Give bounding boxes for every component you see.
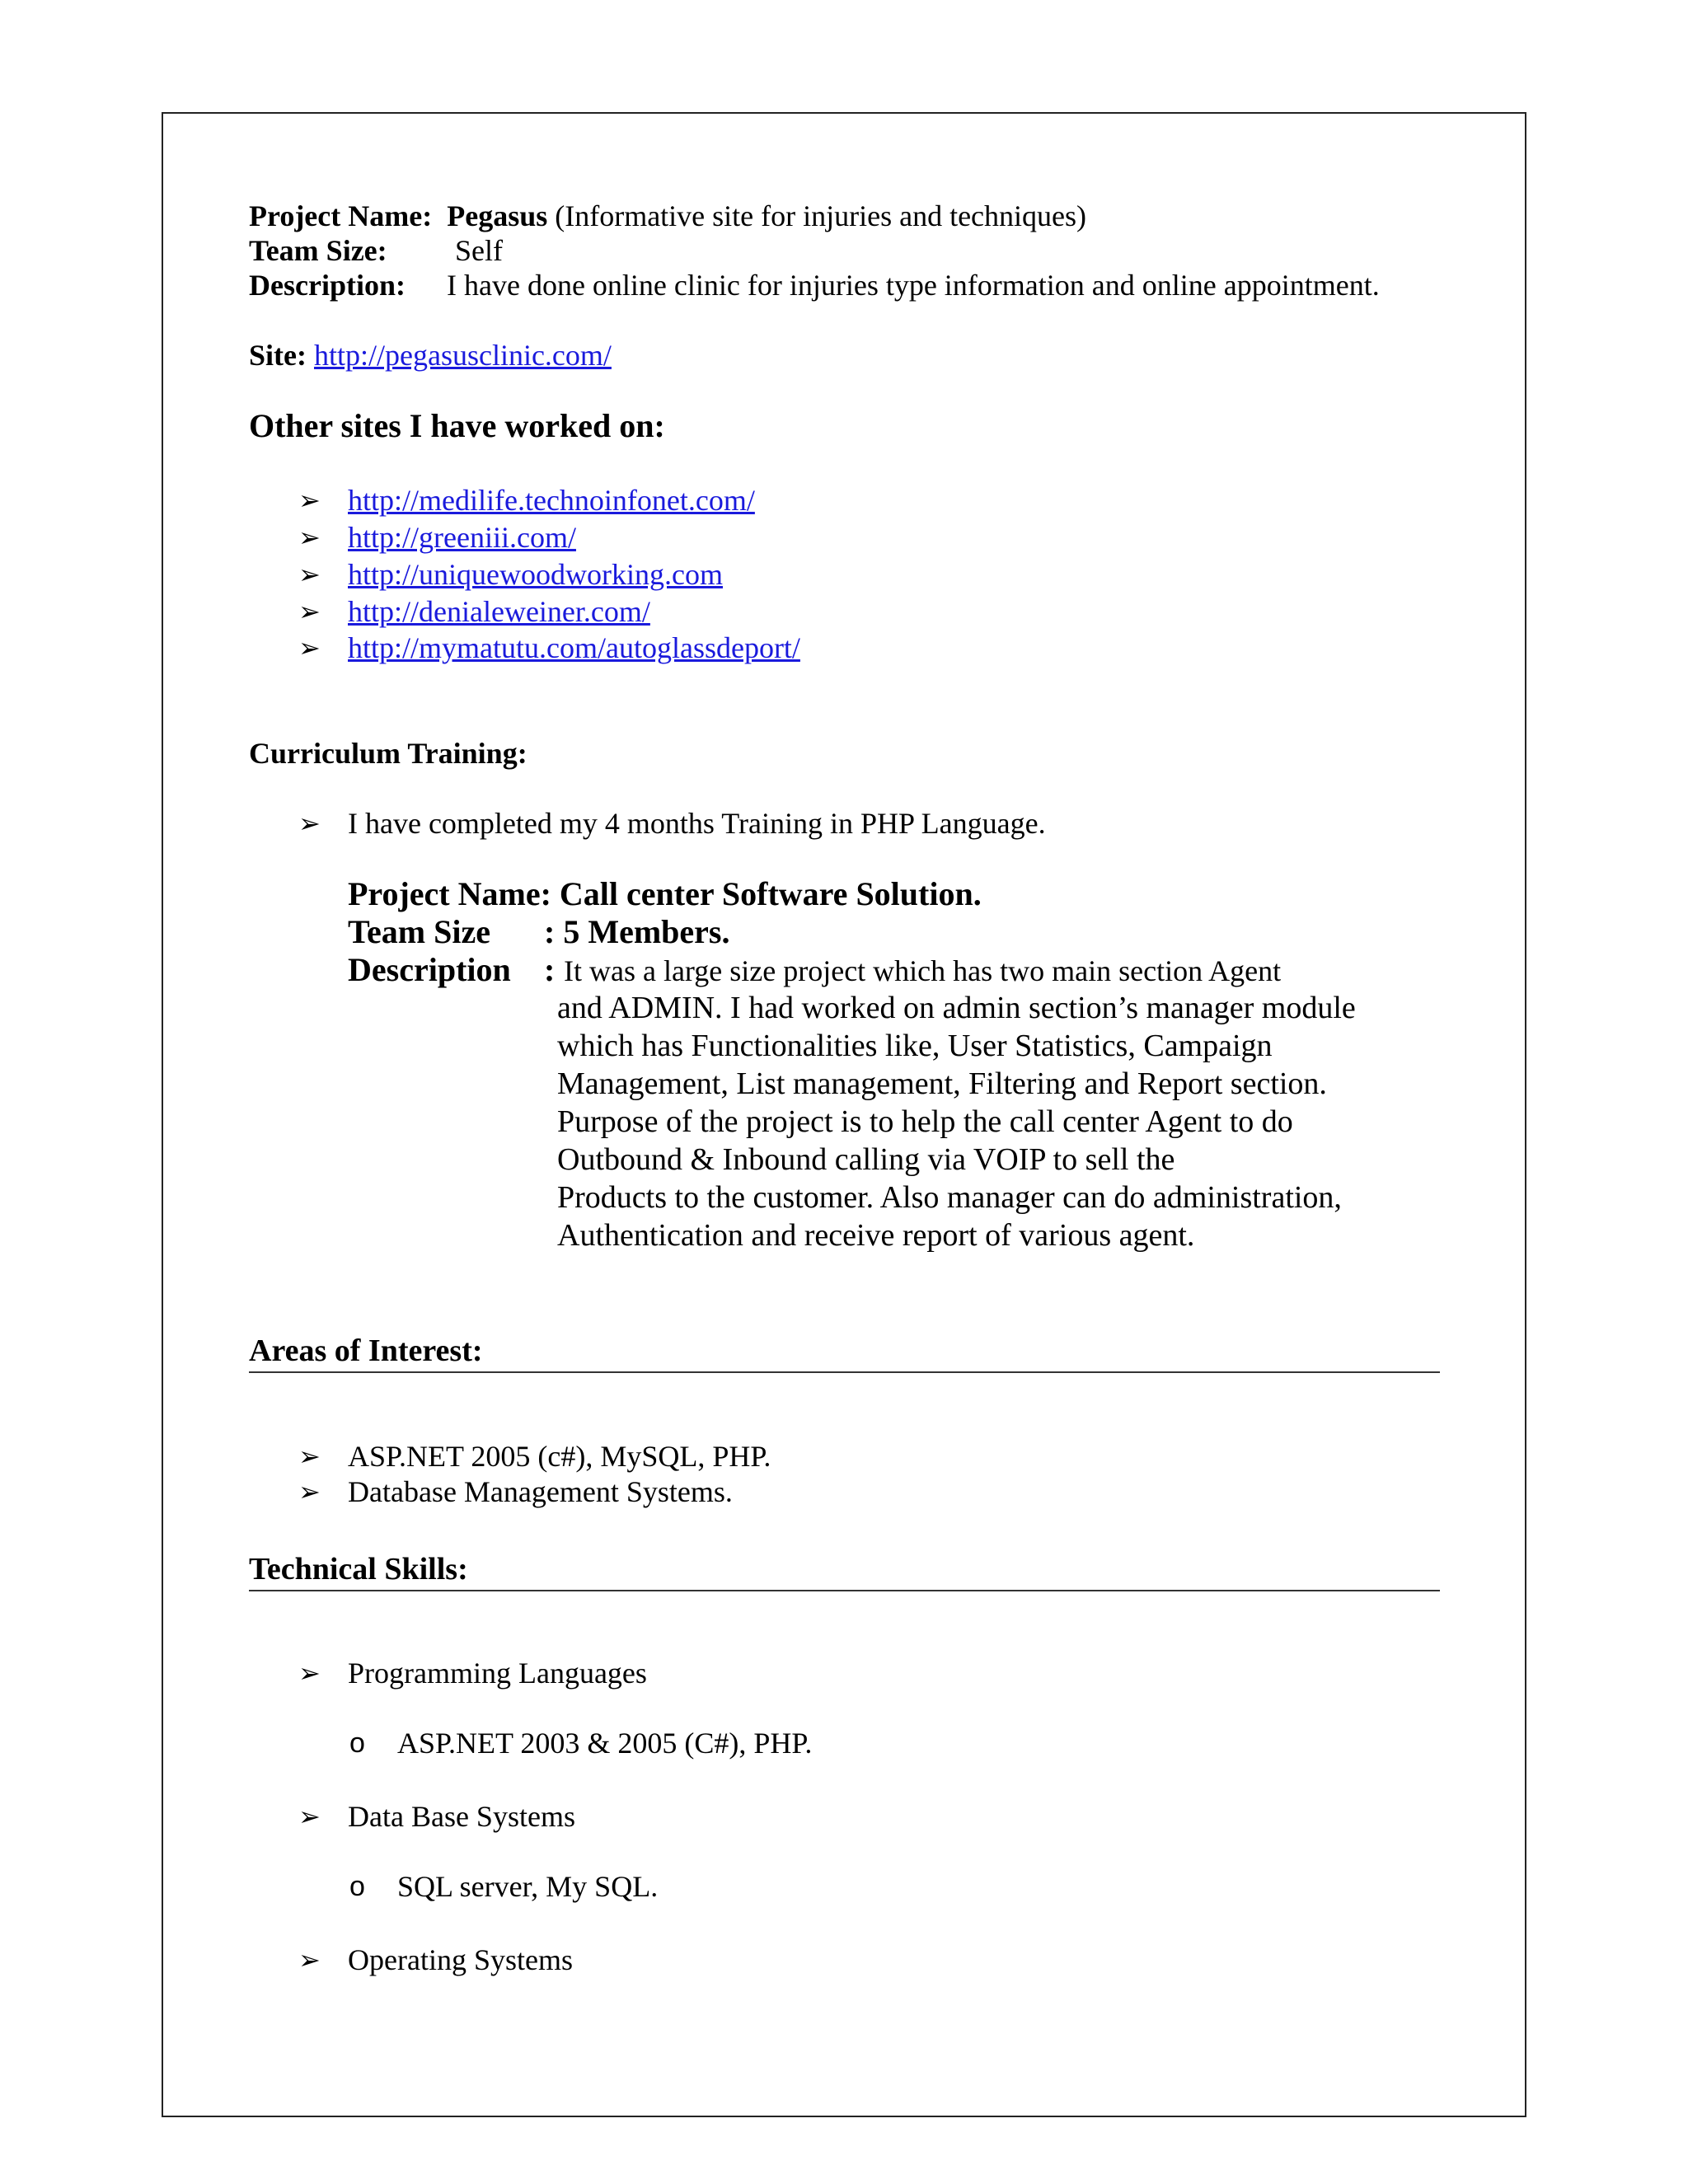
description-line: Outbound & Inbound calling via VOIP to sell the (557, 1142, 1175, 1177)
other-site-link[interactable]: http://greeniii.com/ (348, 521, 576, 554)
interest-item: Database Management Systems. (348, 1475, 733, 1508)
other-site-link[interactable]: http://uniquewoodworking.com (348, 558, 723, 591)
training-description-label: Description (348, 951, 511, 988)
training-description-body (557, 989, 1356, 1254)
training-team-size-value: : 5 Members. (544, 913, 730, 950)
description-line: Management, List management, Filtering and Report section. (557, 1066, 1327, 1101)
interest-item: ASP.NET 2005 (c#), MySQL, PHP. (348, 1440, 771, 1473)
training-description-colon: : (544, 951, 556, 988)
training-item: I have completed my 4 months Training in PHP Language. (348, 807, 1046, 840)
arrow-bullet-icon: ➢ (298, 559, 321, 590)
arrow-bullet-icon: ➢ (298, 1476, 321, 1507)
description-line: Purpose of the project is to help the call center Agent to do (557, 1104, 1293, 1139)
description-label: Description: (249, 269, 406, 302)
project-name-note: (Informative site for injuries and techniques) (555, 199, 1087, 232)
team-size-label: Team Size: (249, 234, 387, 267)
description-line: Authentication and receive report of various agent. (557, 1218, 1195, 1253)
skill-category-database: Data Base Systems (348, 1800, 575, 1833)
arrow-bullet-icon: ➢ (298, 1944, 321, 1975)
arrow-bullet-icon: ➢ (298, 1657, 321, 1689)
other-site-link[interactable]: http://mymatutu.com/autoglassdeport/ (348, 631, 800, 664)
project-name-label: Project Name: (249, 199, 433, 232)
skills-heading: Technical Skills: (249, 1552, 468, 1586)
training-project-name-value: Call center Software Solution. (559, 875, 982, 912)
other-sites-heading: Other sites I have worked on: (249, 407, 665, 444)
skill-category-programming: Programming Languages (348, 1657, 647, 1690)
arrow-bullet-icon: ➢ (298, 596, 321, 627)
training-project-name (348, 875, 982, 913)
arrow-bullet-icon: ➢ (298, 485, 321, 516)
arrow-bullet-icon: ➢ (298, 522, 321, 553)
project-name-row (249, 199, 1086, 233)
skill-category-os: Operating Systems (348, 1943, 573, 1976)
arrow-bullet-icon: ➢ (298, 1801, 321, 1832)
training-heading: Curriculum Training: (249, 737, 528, 770)
other-site-link[interactable]: http://denialeweiner.com/ (348, 595, 650, 628)
project-name-value: Pegasus (447, 199, 548, 232)
site-link[interactable]: http://pegasusclinic.com/ (313, 339, 612, 372)
skill-item-database: SQL server, My SQL. (397, 1870, 659, 1903)
team-size-value: Self (455, 234, 503, 267)
skills-divider (249, 1590, 1440, 1591)
circle-bullet-icon: o (349, 1871, 365, 1902)
arrow-bullet-icon: ➢ (298, 632, 321, 663)
description-line: Products to the customer. Also manager can do administration, (557, 1180, 1342, 1215)
description-line: which has Functionalities like, User Statistics, Campaign (557, 1029, 1273, 1063)
interests-divider (249, 1371, 1440, 1373)
site-label: Site: (249, 339, 307, 372)
arrow-bullet-icon: ➢ (298, 808, 321, 839)
training-project-name-label: Project Name: (348, 875, 551, 912)
description-line: and ADMIN. I had worked on admin section’s manager module (557, 991, 1356, 1025)
description-value: I have done online clinic for injuries type information and online appointment. (447, 269, 1380, 302)
site-row (249, 338, 612, 373)
training-team-size-label: Team Size (348, 913, 490, 950)
arrow-bullet-icon: ➢ (298, 1441, 321, 1472)
skill-item-programming: ASP.NET 2003 & 2005 (C#), PHP. (397, 1727, 813, 1760)
training-description-first-line: It was a large size project which has two main section Agent (564, 954, 1282, 987)
circle-bullet-icon: o (349, 1727, 365, 1759)
other-site-link[interactable]: http://medilife.technoinfonet.com/ (348, 484, 755, 517)
interests-heading: Areas of Interest: (249, 1333, 483, 1368)
